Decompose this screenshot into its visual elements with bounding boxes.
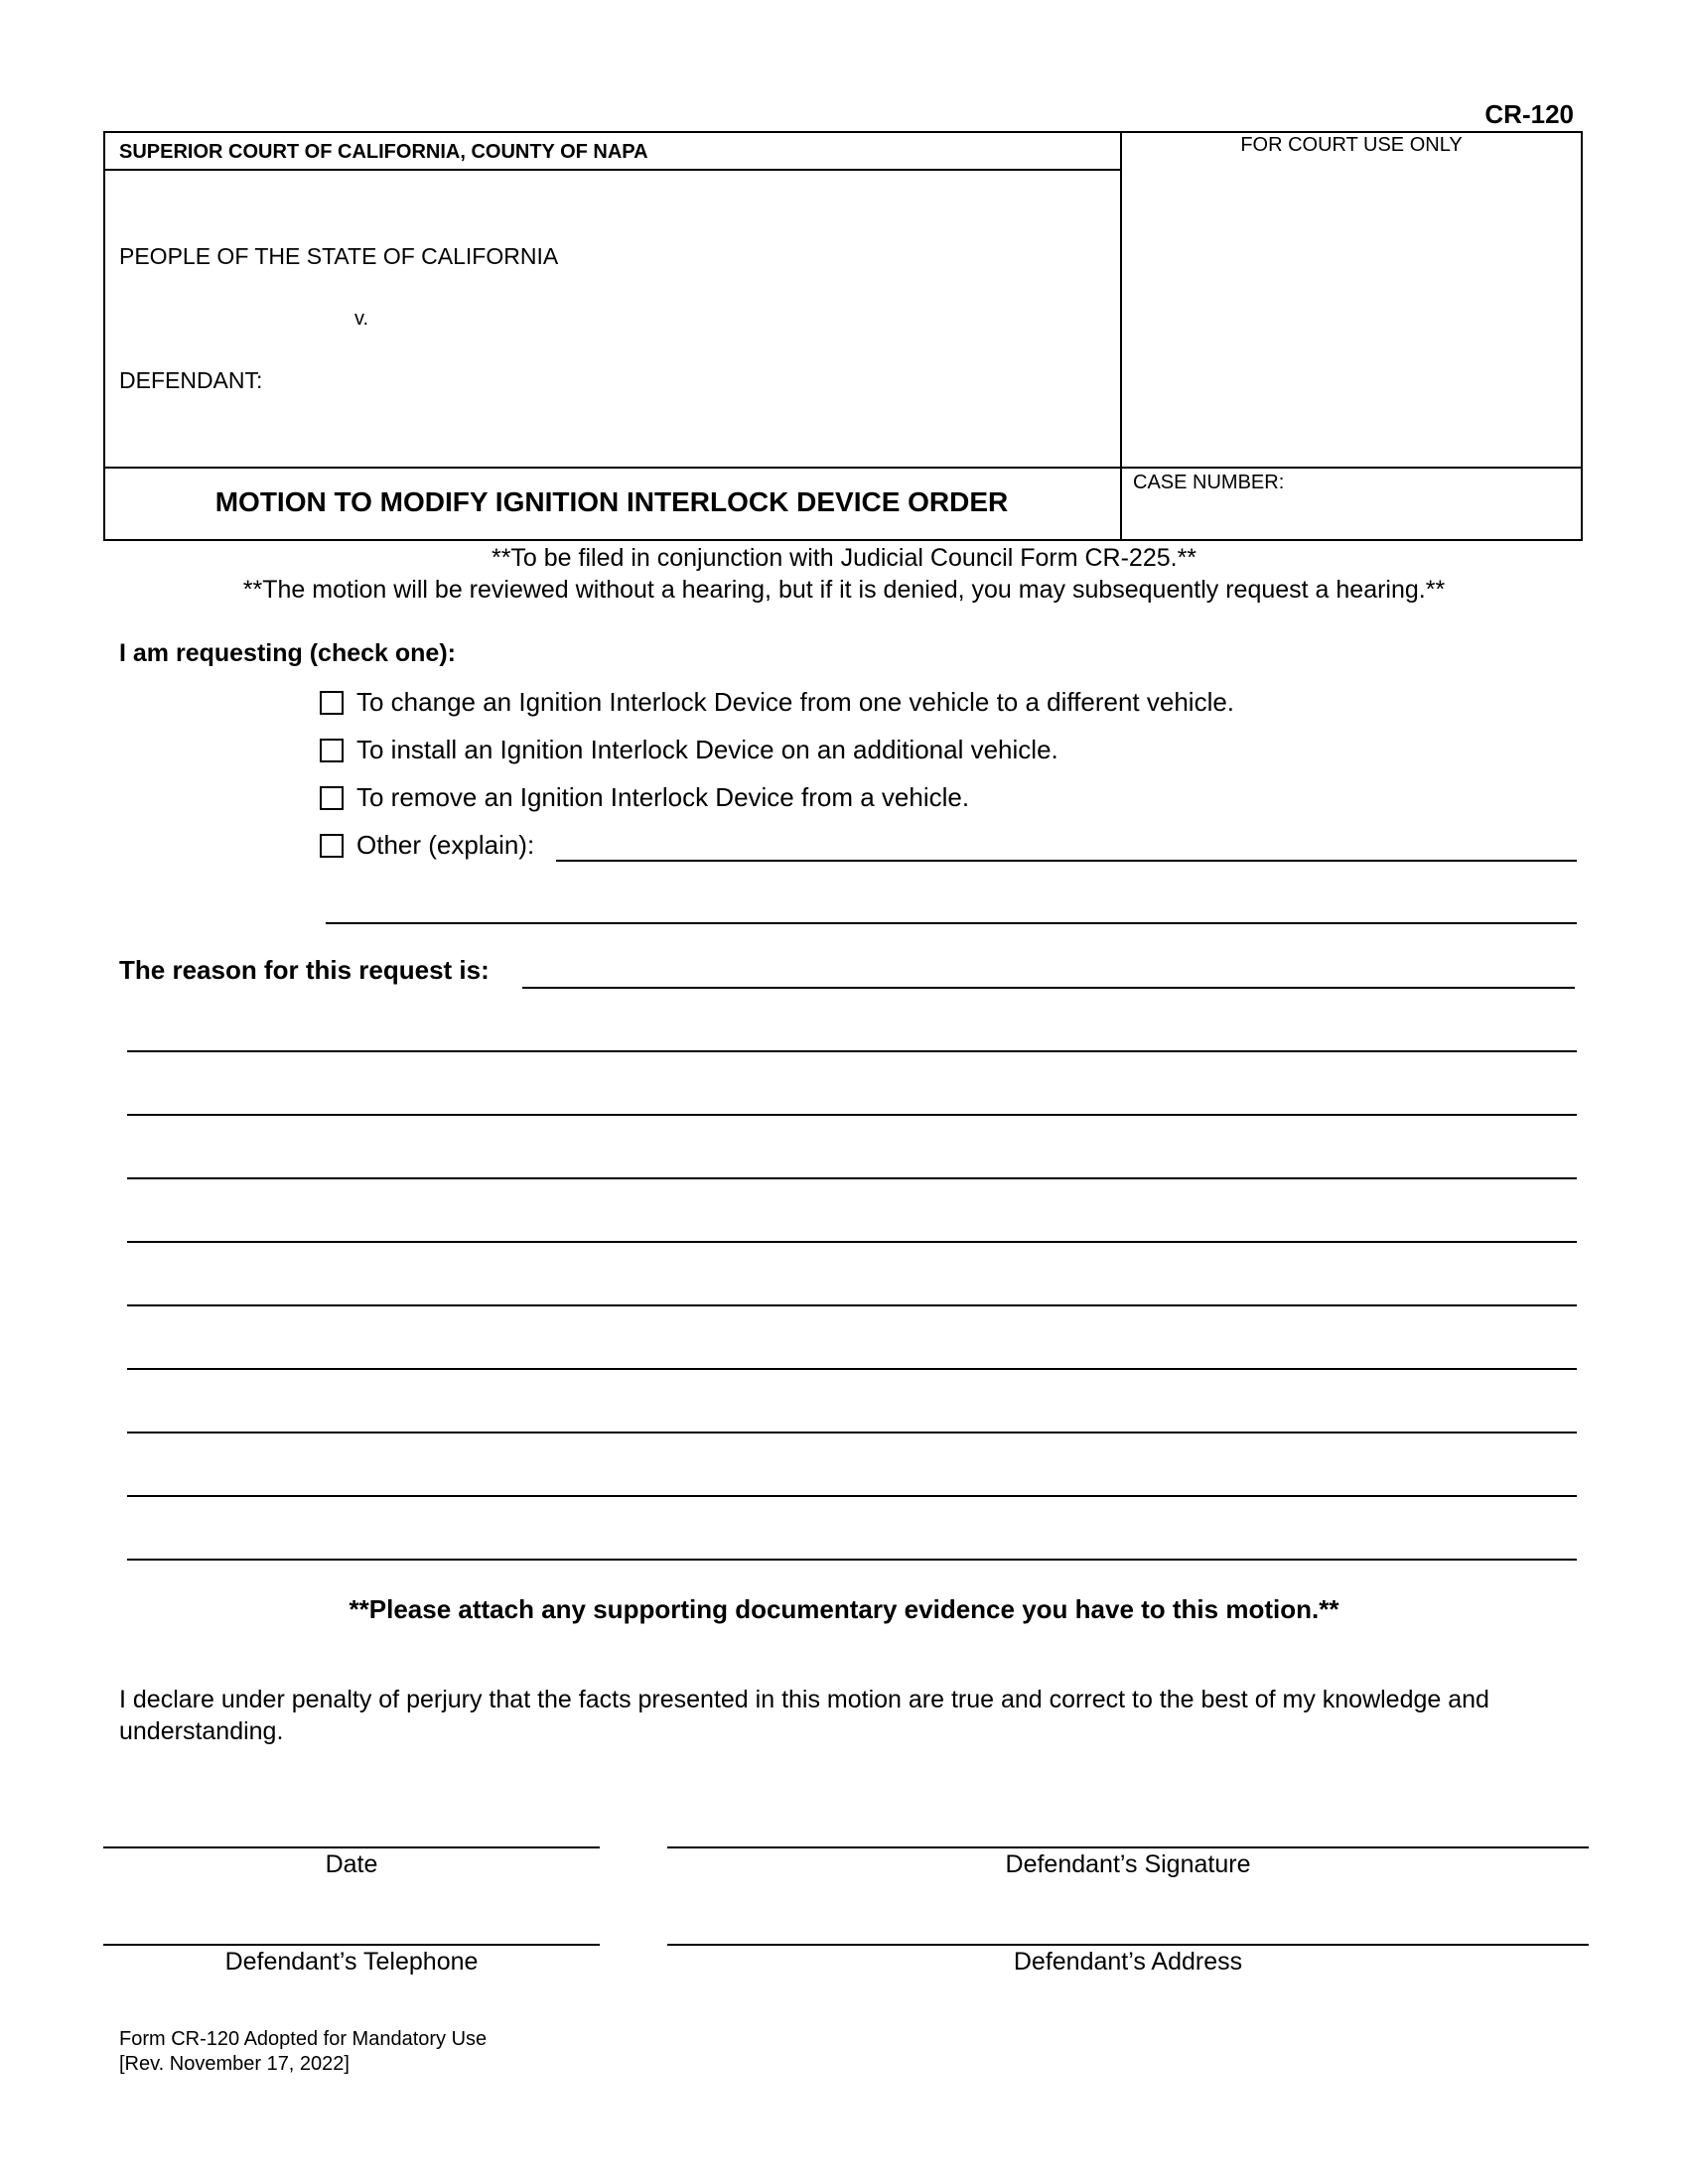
declaration-text: I declare under penalty of perjury that the facts presented in this motion are true and correct to the best of my knowledge and understanding. (119, 1686, 1489, 1745)
defendant-field[interactable]: DEFENDANT: (119, 367, 263, 393)
option-change-vehicle[interactable] (320, 687, 1234, 718)
option-label: To change an Ignition Interlock Device from one vehicle to a different vehicle. (356, 687, 1235, 717)
reason-line[interactable] (127, 1559, 1577, 1561)
signature-label: Defendant’s Signature (1005, 1850, 1251, 1878)
filing-note: **To be filed in conjunction with Judicial Council Form CR-225.** (491, 544, 1197, 572)
versus-label: v. (354, 308, 369, 330)
other-explain-line[interactable] (556, 860, 1577, 862)
telephone-line[interactable] (103, 1944, 600, 1946)
court-use-label: FOR COURT USE ONLY (1240, 134, 1463, 156)
checkbox[interactable] (320, 834, 344, 858)
option-additional-vehicle[interactable] (320, 735, 1058, 765)
plaintiff-label: PEOPLE OF THE STATE OF CALIFORNIA (119, 243, 559, 269)
reason-line[interactable] (127, 1432, 1577, 1433)
checkbox[interactable] (320, 786, 344, 810)
option-label: Other (explain): (356, 830, 535, 860)
address-line[interactable] (667, 1944, 1589, 1946)
checkbox[interactable] (320, 739, 344, 762)
title-divider (103, 467, 1583, 469)
date-line[interactable] (103, 1846, 600, 1848)
reason-line[interactable] (127, 1050, 1577, 1052)
option-other[interactable] (320, 830, 534, 861)
option-label: To remove an Ignition Interlock Device from a vehicle. (356, 782, 970, 812)
request-heading: I am requesting (check one): (119, 639, 456, 667)
reason-line[interactable] (127, 1368, 1577, 1370)
reason-line[interactable] (127, 1241, 1577, 1243)
footer-revision: [Rev. November 17, 2022] (119, 2053, 350, 2075)
reason-line[interactable] (127, 1114, 1577, 1116)
signature-line[interactable] (667, 1846, 1589, 1848)
form-title: MOTION TO MODIFY IGNITION INTERLOCK DEVICE ORDER (214, 486, 1009, 517)
case-number-field[interactable]: CASE NUMBER: (1133, 472, 1285, 493)
form-footer (119, 2027, 487, 2077)
address-label: Defendant’s Address (1013, 1948, 1243, 1976)
date-label: Date (325, 1850, 378, 1878)
option-label: To install an Ignition Interlock Device on an additional vehicle. (356, 735, 1058, 764)
footer-adopted: Form CR-120 Adopted for Mandatory Use (119, 2028, 488, 2050)
telephone-label: Defendant’s Telephone (224, 1948, 479, 1976)
option-remove-device[interactable] (320, 782, 969, 813)
form-id: CR-120 (1484, 99, 1574, 129)
reason-line[interactable] (522, 987, 1575, 989)
caption-box (103, 131, 1583, 541)
reason-line[interactable] (127, 1304, 1577, 1306)
attach-evidence-note: **Please attach any supporting documentary evidence you have to this motion.** (349, 1594, 1339, 1624)
other-explain-line[interactable] (326, 922, 1577, 924)
checkbox[interactable] (320, 691, 344, 715)
reason-line[interactable] (127, 1177, 1577, 1179)
court-name: SUPERIOR COURT OF CALIFORNIA, COUNTY OF NAPA (103, 131, 1120, 171)
caption-divider (1120, 131, 1122, 541)
hearing-note: **The motion will be reviewed without a hearing, but if it is denied, you may subsequently request a hearing.** (242, 576, 1446, 604)
reason-label: The reason for this request is: (119, 955, 490, 985)
reason-line[interactable] (127, 1495, 1577, 1497)
